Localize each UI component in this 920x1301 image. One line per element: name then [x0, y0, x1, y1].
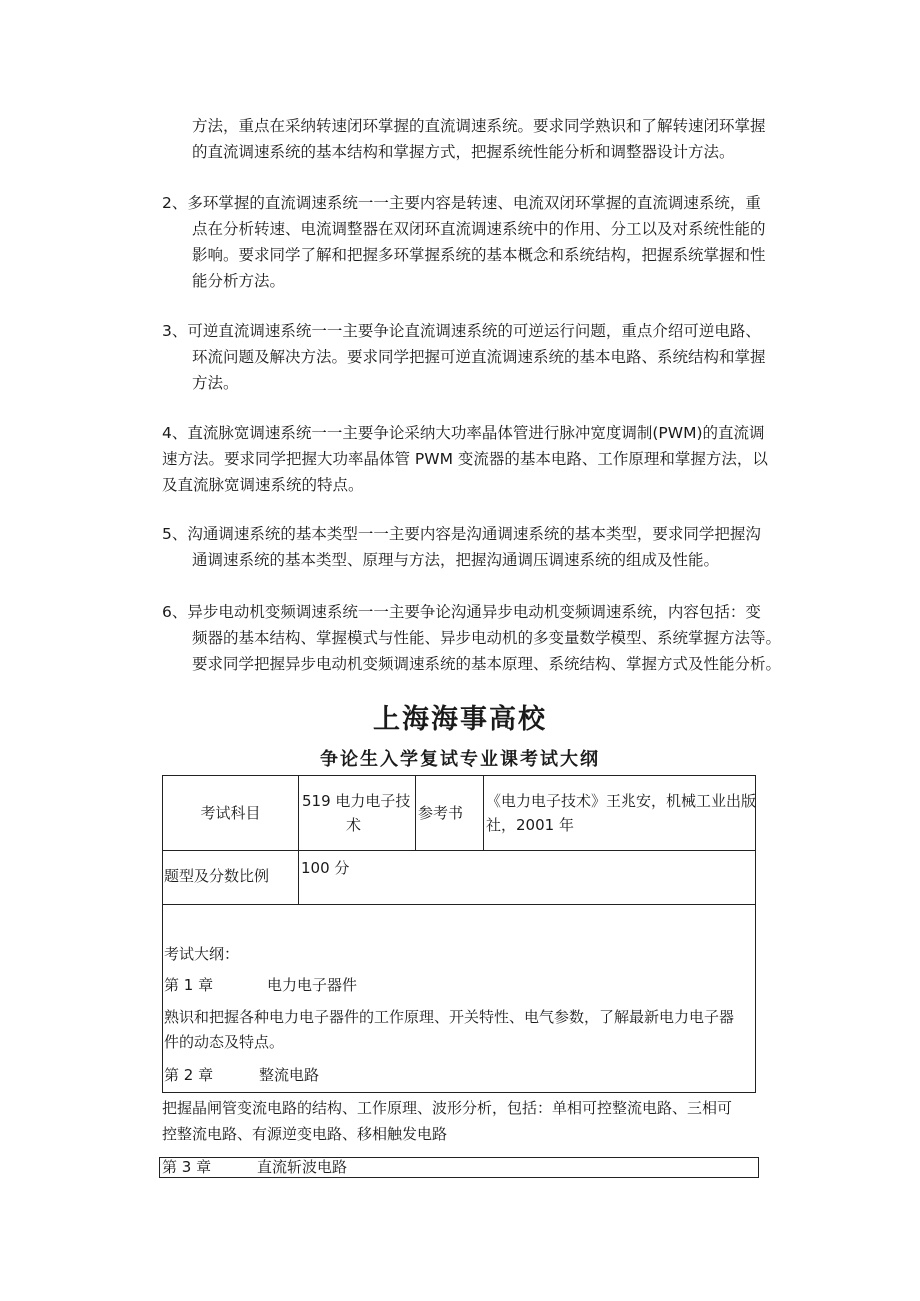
- subject-value-line1: 519 电力电子技: [302, 792, 411, 810]
- reference-value-line1: 《电力电子技术》王兆安，机械工业出版: [486, 792, 757, 810]
- paragraph-item-5: [162, 521, 761, 573]
- paragraph-line: 频器的基本结构、掌握模式与性能、异步电动机的多变量数学模型、系统掌握方法等。: [192, 629, 782, 647]
- paragraph-line: 3、可逆直流调速系统一一主要争论直流调速系统的可逆运行问题，重点介绍可逆电路、: [162, 322, 761, 340]
- chapter2-number: 第 2 章: [164, 1066, 214, 1084]
- paragraph-item-6: [162, 599, 781, 677]
- row-divider: [163, 904, 755, 905]
- paragraph-line: 及直流脉宽调速系统的特点。: [162, 476, 364, 494]
- chapter1-description-line2: 件的动态及特点。: [164, 1033, 285, 1051]
- paragraph-line: 方法。: [192, 374, 239, 392]
- chapter1-number: 第 1 章: [164, 976, 214, 994]
- reference-label: 参考书: [418, 804, 464, 822]
- col-divider: [483, 776, 484, 850]
- paragraph-line: 能分析方法。: [192, 272, 286, 290]
- col-divider: [298, 776, 299, 850]
- paragraph-line: 要求同学把握异步电动机变频调速系统的基本原理、系统结构、掌握方式及性能分析。: [192, 655, 782, 673]
- document-subtitle: 争论生入学复试专业课考试大纲: [320, 749, 600, 770]
- score-label: 题型及分数比例: [164, 867, 270, 885]
- paragraph-line: 的直流调速系统的基本结构和掌握方式，把握系统性能分析和调整器设计方法。: [192, 143, 735, 161]
- paragraph-line: 速方法。要求同学把握大功率晶体管 PWM 变流器的基本电路、工作原理和掌握方法，以: [162, 450, 768, 468]
- paragraph-1-continuation: [192, 113, 766, 165]
- subject-label: 考试科目: [200, 804, 261, 822]
- chapter1-description-line1: 熟识和把握各种电力电子器件的工作原理、开关特性、电气参数，了解最新电力电子器: [164, 1008, 735, 1026]
- col-divider: [415, 776, 416, 850]
- chapter2-description-line1: 把握晶闸管变流电路的结构、工作原理、波形分析，包括：单相可控整流电路、三相可: [162, 1099, 733, 1117]
- chapter3-title: 直流斩波电路: [257, 1158, 348, 1176]
- row-divider: [163, 850, 755, 851]
- paragraph-item-3: [162, 318, 766, 396]
- university-title: 上海海事高校: [373, 704, 547, 735]
- paragraph-line: 4、直流脉宽调速系统一一主要争论采纳大功率晶体管进行脉冲宽度调制(PWM)的直流调: [162, 424, 765, 442]
- score-value: 100 分: [301, 859, 350, 877]
- chapter2-title: 整流电路: [259, 1066, 320, 1084]
- col-divider: [298, 850, 299, 904]
- paragraph-line: 5、沟通调速系统的基本类型一一主要内容是沟通调速系统的基本类型，要求同学把握沟: [162, 525, 761, 543]
- subject-value-line2: 术: [346, 816, 362, 834]
- chapter2-description-line2: 控整流电路、有源逆变电路、移相触发电路: [162, 1125, 448, 1143]
- paragraph-item-2: [162, 190, 766, 294]
- chapter3-row: [159, 1157, 759, 1178]
- outline-label: 考试大纲：: [164, 945, 240, 963]
- paragraph-line: 环流问题及解决方法。要求同学把握可逆直流调速系统的基本电路、系统结构和掌握: [192, 348, 766, 366]
- chapter1-title: 电力电子器件: [267, 976, 358, 994]
- exam-info-table: [162, 775, 756, 1093]
- reference-value-line2: 社，2001 年: [486, 816, 574, 834]
- paragraph-line: 方法，重点在采纳转速闭环掌握的直流调速系统。要求同学熟识和了解转速闭环掌握: [192, 117, 766, 135]
- paragraph-line: 2、多环掌握的直流调速系统一一主要内容是转速、电流双闭环掌握的直流调速系统，重: [162, 194, 761, 212]
- paragraph-line: 通调速系统的基本类型、原理与方法，把握沟通调压调速系统的组成及性能。: [192, 551, 720, 569]
- paragraph-line: 影响。要求同学了解和把握多环掌握系统的基本概念和系统结构，把握系统掌握和性: [192, 246, 766, 264]
- paragraph-item-4: [162, 420, 768, 498]
- paragraph-line: 点在分析转速、电流调整器在双闭环直流调速系统中的作用、分工以及对系统性能的: [192, 220, 766, 238]
- paragraph-line: 6、异步电动机变频调速系统一一主要争论沟通异步电动机变频调速系统，内容包括：变: [162, 603, 761, 621]
- chapter3-number: 第 3 章: [162, 1158, 212, 1176]
